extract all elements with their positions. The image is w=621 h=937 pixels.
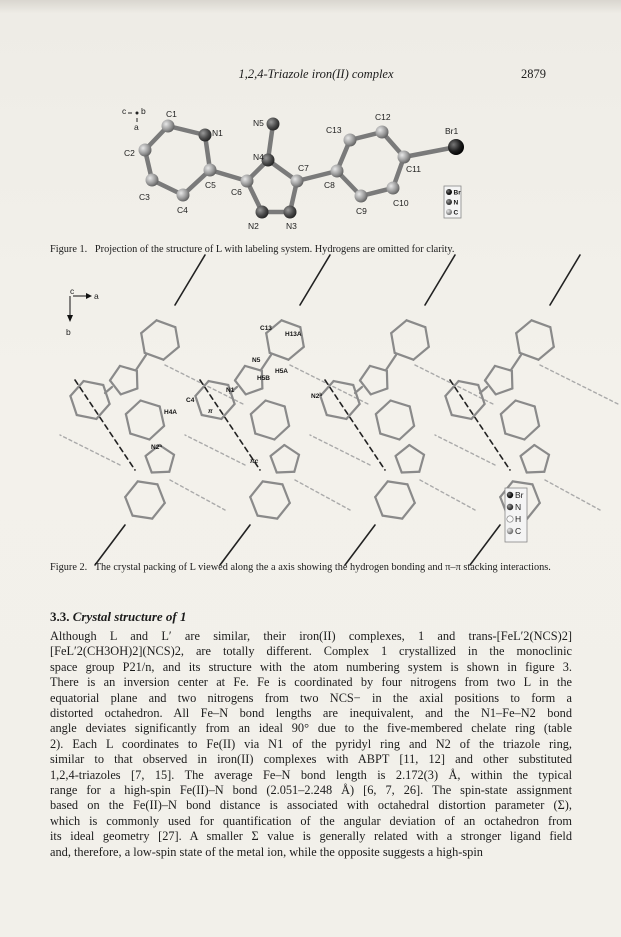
br-bond: [345, 525, 375, 565]
phenyl-bond: [145, 353, 164, 360]
pyridyl-bond: [459, 381, 479, 385]
fig2-legend-n: N: [515, 502, 522, 512]
triazole-bond: [277, 472, 295, 473]
phenyl-bond: [133, 516, 153, 519]
label-pi: π: [208, 408, 213, 415]
fig2-axis-b-label: b: [66, 327, 71, 337]
pyridyl-bond: [391, 400, 410, 406]
body-line: space group P21/n, and its structure with the atom numbering system is shown in figure 3.: [50, 659, 572, 674]
packing-molecules: [60, 255, 620, 565]
hydrogen-bond: [540, 365, 620, 405]
fig2-legend-br: Br: [515, 490, 524, 500]
phenyl-bond: [407, 484, 414, 503]
pyridyl-bond: [376, 414, 380, 434]
figure-2-legend: [505, 488, 527, 542]
pyridyl-bond: [274, 426, 289, 440]
body-line: [FeL′2(CH3OH)2](NCS)2, are totally different. Complex 1 crystallized in the monoclinic: [50, 644, 572, 659]
hydrogen-bond: [545, 480, 600, 510]
phenyl-bond: [391, 333, 394, 353]
phenyl-bond: [532, 484, 539, 503]
hydrogen-bond: [310, 435, 370, 465]
triazole-bond: [245, 366, 262, 371]
phenyl-bond: [138, 481, 158, 484]
axis-b-label: b: [141, 106, 146, 116]
pyridyl-bond: [505, 434, 524, 440]
triazole-bond: [120, 366, 137, 371]
pyridyl-bond: [285, 406, 289, 426]
triazole-bond: [496, 388, 513, 394]
phenyl-bond: [550, 327, 553, 347]
label-C13: C13: [326, 125, 342, 135]
label-C6: C6: [231, 187, 242, 197]
fig2-axis-a-label: a: [94, 291, 99, 301]
phenyl-bond: [383, 516, 403, 519]
pyridyl-bond: [126, 414, 130, 434]
pyridyl-bond: [501, 400, 516, 414]
label-C12: C12: [375, 112, 391, 122]
hydrogen-bond: [295, 480, 350, 510]
hydrogen-bond: [435, 435, 495, 465]
label-H4A: H4A: [164, 409, 178, 416]
figure-2-axes: [66, 286, 99, 337]
pyridyl-bond: [255, 434, 274, 440]
figure-1-caption-text: Projection of the structure of L with labeling system. Hydrogens are omitted for clarity.: [94, 244, 455, 255]
pyridyl-bond: [70, 396, 76, 415]
pyridyl-bond: [209, 381, 229, 385]
br-bond: [470, 525, 500, 565]
body-text: [50, 629, 572, 860]
axis-a-label: a: [134, 122, 139, 132]
pyridyl-bond: [130, 434, 149, 440]
label-N1: N1: [212, 128, 223, 138]
triazole-bond: [521, 445, 535, 456]
label-C3: C3: [139, 192, 150, 202]
figure-2-caption-text: The crystal packing of L viewed along the a axis showing the hydrogen bonding and π–π stacking interactions.: [94, 562, 551, 573]
triazole-bond: [169, 455, 174, 472]
legend-br: Br: [453, 189, 461, 197]
hydrogen-bond: [60, 435, 120, 465]
pyridyl-bond: [353, 385, 359, 404]
label-N3: N3: [286, 221, 297, 231]
link-bond: [511, 355, 521, 370]
label-C4: C4: [186, 397, 195, 404]
triazole-bond: [121, 388, 138, 394]
phenyl-bond: [152, 503, 164, 519]
triazole-bond: [495, 366, 512, 371]
link-bond: [136, 355, 146, 370]
label-C1: C1: [166, 109, 177, 119]
phenyl-bond: [402, 503, 414, 519]
hydrogen-bond: [185, 435, 245, 465]
label-N4: N4: [253, 152, 264, 162]
body-line: similar to that observed in iron(II) complexes with ABPT [11, 12] and other substituted: [50, 752, 572, 767]
section-number: 3.3.: [50, 609, 70, 624]
pyridyl-bond: [96, 404, 109, 419]
phenyl-bond: [538, 347, 553, 360]
body-line: distorted octahedron. All Fe–N bond lengths are inequivalent, and the N1–Fe–N2 bond: [50, 706, 572, 721]
phenyl-bond: [175, 327, 178, 347]
triazole-bond: [534, 445, 549, 455]
body-line: its ideal geometry [27]. A smaller Σ value is generally related with a stronger ligand field: [50, 829, 572, 844]
pyridyl-bond: [251, 414, 255, 434]
triazole-bond: [521, 456, 527, 473]
pyridyl-bond: [103, 385, 109, 404]
pyridyl-bond: [320, 396, 326, 415]
pyridyl-bond: [195, 396, 201, 415]
label-Br1: Br1: [445, 126, 459, 136]
phenyl-bond: [125, 497, 132, 516]
triazole-bond: [396, 456, 402, 473]
phenyl-bond: [157, 320, 176, 327]
body-line: and, therefore, a low-spin state of the metal ion, while the opposite suggests a high-spin: [50, 844, 483, 859]
phenyl-bond: [263, 481, 283, 484]
phenyl-bond: [375, 497, 382, 516]
label-N2: N2: [248, 221, 259, 231]
hydrogen-bond: [420, 480, 475, 510]
triazole-bond: [409, 445, 424, 455]
body-line: 1,2,4-triazoles [7, 15]. The average Fe–N bond length is 2.172(3) Å, within the typical: [50, 767, 572, 782]
pyridyl-bond: [501, 414, 505, 434]
pyridyl-bond: [535, 406, 539, 426]
triazole-bond: [370, 366, 387, 371]
body-line: angle deviates significantly from an ideal 90° due to the five-membered chelate ring (table: [50, 721, 572, 736]
phenyl-bond: [125, 481, 137, 497]
label-C4: C4: [177, 205, 188, 215]
label-C7: C7: [298, 163, 309, 173]
pyridyl-bond: [149, 426, 164, 440]
triazole-bond: [246, 388, 263, 394]
pyridyl-bond: [346, 404, 359, 419]
page-number: 2879: [521, 67, 546, 81]
triazole-bond: [284, 445, 299, 455]
body-line: 2). Each L coordinates to Fe(II) via N1 of the pyridyl ring and N2 of the triazole ring,: [50, 736, 572, 751]
label-C11: C11: [406, 164, 421, 174]
pyridyl-bond: [471, 404, 484, 419]
br-bond: [550, 255, 580, 305]
label-N2a: [151, 443, 162, 451]
pyridyl-bond: [126, 400, 141, 414]
pyridyl-bond: [266, 400, 285, 406]
phenyl-bond: [516, 333, 519, 353]
phenyl-bond: [527, 503, 539, 519]
hydrogen-bond: [170, 480, 225, 510]
label-C5: C5: [205, 180, 216, 190]
fig2-legend-h: H: [515, 514, 522, 524]
fig2-axis-c-label: c: [70, 286, 75, 296]
phenyl-bond: [288, 347, 303, 360]
section-title: Crystal structure of 1: [72, 609, 187, 624]
triazole-bond: [146, 456, 152, 473]
figure-2-caption-prefix: Figure 2.: [50, 562, 88, 573]
phenyl-bond: [266, 333, 269, 353]
triazole-bond: [419, 455, 424, 472]
triazole-bond: [271, 456, 277, 473]
phenyl-bond: [413, 347, 428, 360]
phenyl-bond: [388, 481, 408, 484]
link-bond: [386, 355, 396, 370]
label-H13A: H13A: [285, 331, 302, 338]
br-bond: [220, 525, 250, 565]
pyridyl-bond: [445, 396, 451, 415]
phenyl-bond: [375, 481, 387, 497]
phenyl-bond: [513, 481, 533, 484]
pyridyl-bond: [380, 434, 399, 440]
figure-2-caption: [50, 561, 574, 574]
phenyl-bond: [532, 320, 551, 327]
pyridyl-bond: [410, 406, 414, 426]
phenyl-bond: [391, 320, 406, 333]
phenyl-bond: [516, 320, 531, 333]
phenyl-bond: [270, 353, 289, 360]
label-H5A: H5A: [275, 368, 289, 375]
phenyl-bond: [141, 333, 144, 353]
fig2-legend-c: C: [515, 526, 522, 536]
label-N2b-sup: b: [319, 392, 323, 397]
pyridyl-bond: [221, 404, 234, 419]
br-bond: [425, 255, 455, 305]
label-pi-c: πc: [250, 458, 259, 465]
phenyl-bond: [157, 484, 164, 503]
phenyl-bond: [258, 516, 278, 519]
pyridyl-bond: [141, 400, 160, 406]
triazole-bond: [396, 445, 410, 456]
triazole-bond: [485, 366, 495, 381]
triazole-bond: [235, 366, 245, 381]
body-line: based on the Fe(II)–N bond distance is associated with octahedral distortion parameter (Σ),: [50, 798, 572, 813]
phenyl-bond: [250, 497, 257, 516]
triazole-bond: [360, 366, 370, 381]
triazole-bond: [152, 472, 170, 473]
legend-n: N: [453, 199, 459, 207]
triazole-bond: [110, 366, 120, 381]
br-bond: [95, 525, 125, 565]
label-N2b-text: N2: [311, 393, 320, 400]
phenyl-bond: [282, 484, 289, 503]
phenyl-bond: [395, 353, 414, 360]
legend-c: C: [453, 209, 459, 217]
pyridyl-bond: [524, 426, 539, 440]
running-title: 1,2,4-Triazole iron(II) complex: [238, 67, 394, 81]
pyridyl-bond: [399, 426, 414, 440]
label-N2a-text: N2: [151, 444, 160, 451]
label-N5: N5: [252, 357, 261, 364]
pyridyl-bond: [84, 381, 104, 385]
phenyl-bond: [282, 320, 301, 327]
body-line: There is an inversion center at Fe. Fe is coordinated by four nitrogens from two L in the: [50, 675, 572, 690]
label-H5B: H5B: [257, 375, 271, 382]
link-bond: [261, 355, 271, 370]
pyridyl-bond: [452, 415, 472, 419]
body-line: equatorial plane and two nitrogens from two NCS− in the axial positions to form a: [50, 690, 572, 705]
label-C13: C13: [260, 325, 272, 332]
figure-1-caption-prefix: Figure 1.: [50, 244, 88, 255]
pyridyl-bond: [376, 400, 391, 414]
triazole-bond: [402, 472, 420, 473]
phenyl-bond: [520, 353, 539, 360]
pyridyl-bond: [516, 400, 535, 406]
pyridyl-bond: [202, 415, 222, 419]
triazole-bond: [371, 388, 388, 394]
pyridyl-bond: [251, 400, 266, 414]
label-N5: N5: [253, 118, 264, 128]
pyridyl-bond: [327, 415, 347, 419]
phenyl-bond: [250, 481, 262, 497]
label-C9: C9: [356, 206, 367, 216]
label-N2a-sup: a: [159, 443, 162, 448]
triazole-bond: [294, 455, 299, 472]
pyridyl-bond: [478, 385, 484, 404]
body-line: which is commonly used for quantification of the angular deviation of an octahedron from: [50, 813, 572, 828]
label-C2: C2: [124, 148, 135, 158]
pyridyl-bond: [77, 415, 97, 419]
axis-c-label: c: [122, 106, 127, 116]
triazole-bond: [527, 472, 545, 473]
pyridyl-bond: [334, 381, 354, 385]
body-line: Although L and L′ are similar, their iron(II) complexes, 1 and trans-[FeL′2(NCS)2]: [50, 629, 572, 643]
body-line: range for a high-spin Fe(II)–N bond (2.051–2.248 Å) [6, 7, 26]. The spin-state assignment: [50, 783, 572, 798]
br-bond: [300, 255, 330, 305]
label-N1: N1: [226, 387, 235, 394]
label-C8: C8: [324, 180, 335, 190]
phenyl-bond: [425, 327, 428, 347]
br-bond: [175, 255, 205, 305]
figure-2-atom-labels: [151, 325, 322, 465]
triazole-bond: [271, 445, 285, 456]
triazole-bond: [544, 455, 549, 472]
phenyl-bond: [407, 320, 426, 327]
phenyl-bond: [141, 320, 156, 333]
phenyl-bond: [163, 347, 178, 360]
phenyl-bond: [277, 503, 289, 519]
label-C10: C10: [393, 198, 409, 208]
section-heading: [50, 609, 187, 625]
